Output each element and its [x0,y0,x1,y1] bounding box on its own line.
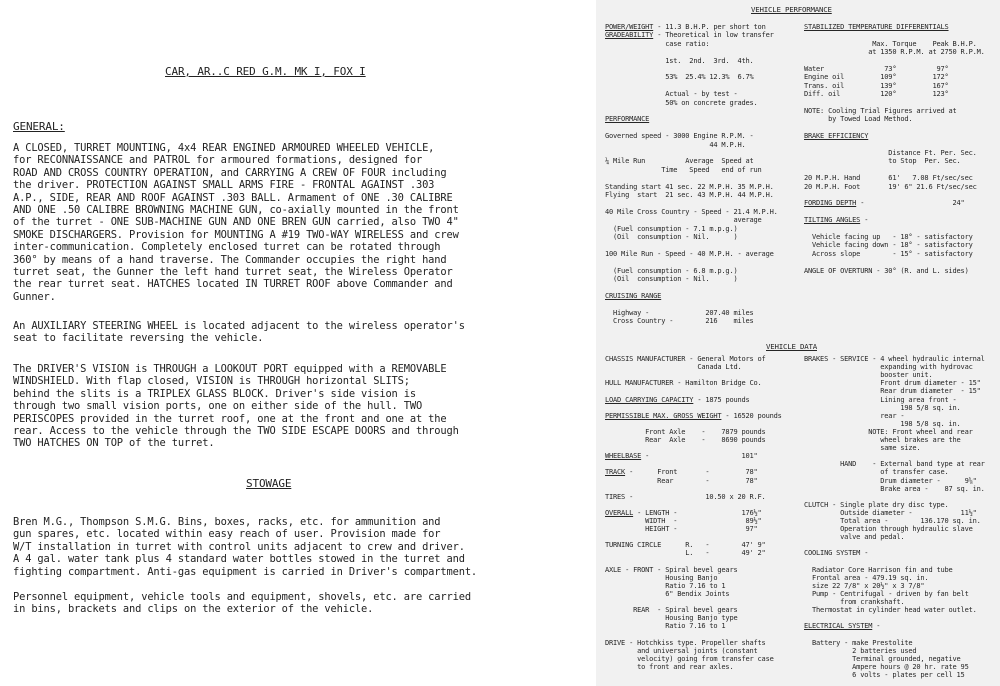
body-line: fighting compartment. Anti-gas equipment is carried in Driver's compartment. [13,565,478,578]
spec-line: 100 Mile Run - Speed - 40 M.P.H. - average [605,249,774,258]
spec-line: Rear - 78" [605,476,758,485]
spec-line: Highway - 207.40 miles [605,308,754,317]
spec-line: Flying start 21 sec. 43 M.P.H. 44 M.P.H. [605,191,774,199]
spec-line: 6" Bendix Joints [605,589,730,598]
spec-line: Pump - Centrifugal - driven by fan belt [804,589,969,598]
spec-line: case ratio: [605,39,710,48]
spec-line: Max. Torque Peak B.H.P. [804,39,977,48]
spec-line: GRADEABILITY - Theoretical in low transfer [605,31,774,40]
spec-line: PERMISSIBLE MAX. GROSS WEIGHT - 16520 pounds [605,411,782,420]
body-line: SMOKE DISCHARGERS. Provision for MOUNTING A #19 TWO-WAY WIRELESS and crew [13,228,459,241]
spec-line: COOLING SYSTEM - [804,549,869,558]
spec-line: ELECTRICAL SYSTEM - [804,622,881,631]
spec-line: (Fuel consumption - 7.1 m.p.g.) [605,224,738,233]
stowage-heading: STOWAGE [246,477,292,490]
body-line: A 4 gal. water tank plus 4 standard water bottles stowed in the turret and [13,553,465,566]
body-line: AND ONE .50 CALIBRE BROWNING MACHINE GUN, co-axially mounted in the front [13,204,459,216]
spec-line: Front Axle - 7879 pounds [605,427,766,436]
body-line: Gunner. [13,290,56,303]
body-line: gun spares, etc. located within easy reach of user. Provision made for [13,528,441,541]
body-line: through two small vision ports, one on either side of the hull. TWO [13,400,423,413]
body-line: the driver. PROTECTION AGAINST SMALL ARMS FIRE - FRONTAL AGAINST .303 [13,179,435,192]
spec-line: TRACK - Front - 78" [605,468,758,477]
spec-line: Frontal area - 479.19 sq. in. [804,573,929,582]
spec-line: BRAKE EFFICIENCY [804,132,869,141]
spec-line: Ratio 7.16 to 1 [605,622,726,631]
spec-line: at 1350 R.P.M. at 2750 R.P.M. [804,48,985,57]
spec-line: WHEELBASE - 101" [605,452,758,461]
spec-line: Thermostat in cylinder head water outlet. [804,606,977,615]
spec-line: Rear Axle - 8690 pounds [605,436,766,444]
spec-line: Distance Ft. Per. Sec. [804,149,977,157]
body-line: The DRIVER'S VISION is THROUGH a LOOKOUT PORT equipped with a REMOVABLE [13,363,447,375]
spec-line: HAND - External band type at rear [804,460,985,469]
spec-line: 198 5/8 sq. in. [804,403,961,412]
spec-line: Ratio 7.16 to 1 [605,581,726,590]
spec-line: Radiator Core Harrison fin and tube [804,565,953,574]
body-line: of the turret - ONE SUB-MACHINE GUN AND ONE BREN GUN carried, also TWO 4" [13,216,459,229]
body-line: inter-communication. Completely enclosed turret can be rotated through [13,241,441,254]
spec-line: 198 5/8 sq. in. [804,419,961,428]
right-page [596,0,1000,686]
body-line: WINDSHIELD. With flap closed, VISION is THROUGH horizontal SLITS; [13,375,410,388]
spec-line: wheel brakes are the [804,436,961,444]
spec-line: Cross Country - 216 miles [605,317,754,325]
spec-line: Vehicle facing down - 18° - satisfactory [804,241,973,250]
spec-line: TILTING ANGLES - [804,216,869,225]
spec-line: NOTE: Cooling Trial Figures arrived at [804,107,957,115]
spec-line: CLUTCH - Single plate dry disc type. [804,500,949,509]
spec-line: Actual - by test - [605,90,738,99]
body-line: 360° by means of a hand traverse. The Commander occupies the right hand [13,253,447,266]
spec-line: DRIVE - Hotchkiss type. Propeller shafts [605,638,766,647]
vehicle-data-header: VEHICLE DATA [766,342,817,351]
spec-line: Operation through hydraulic slave [804,525,973,534]
spec-line: OVERALL - LENGTH - 176½" [605,508,762,517]
page-gutter [533,0,596,686]
spec-line: Governed speed - 3000 Engine R.P.M. - [605,132,754,141]
spec-line: FORDING DEPTH - 24" [804,199,965,208]
spec-line: Outside diameter - 11½" [804,508,977,517]
spec-line: Water 73° 97° [804,65,949,73]
spec-line: Standing start 41 sec. 22 M.P.H. 35 M.P.H. [605,182,774,191]
spec-line: HULL MANUFACTURER - Hamilton Bridge Co. [605,379,762,388]
body-line: the rear turret seat. HATCHES located IN TURRET ROOF above Commander and [13,278,453,291]
spec-line: and universal joints (constant [605,646,758,655]
spec-line: Housing Banjo type [605,614,738,623]
spec-line: BRAKES - SERVICE - 4 wheel hydraulic internal [804,355,985,363]
spec-line: 50% on concrete grades. [605,98,758,107]
spec-line: 6 volts - plates per cell 15 [804,670,965,679]
body-line: rear. Access to the vehicle through the TWO SIDE ESCAPE DOORS and through [13,425,459,437]
spec-line: size 22 7/8" x 20½" x 3 7/8" [804,581,925,590]
spec-line: Trans. oil 139° 167° [804,81,949,90]
spec-line: 53% 25.4% 12.3% 6.7% [605,73,754,82]
body-line: Personnel equipment, vehicle tools and equipment, shovels, etc. are carried [13,591,471,603]
spec-line: average [605,216,762,225]
body-line: A CLOSED, TURRET MOUNTING, 4x4 REAR ENGINED ARMOURED WHEELED VEHICLE, [13,142,435,154]
spec-line: 1st. 2nd. 3rd. 4th. [605,56,754,65]
body-line: for RECONNAISSANCE and PATROL for armoured formations, designed for [13,154,423,167]
spec-line: velocity) going from transfer case [605,654,774,663]
body-line: W/T installation in turret with control units adjacent to crew and driver. [13,540,465,553]
spec-line: TIRES - 10.50 x 20 R.F. [605,492,766,501]
spec-line: to front and rear axles. [605,662,734,671]
spec-line: Engine oil 109° 172° [804,73,949,82]
spec-line: valve and pedal. [804,533,905,542]
spec-line: Total area - 136.170 sq. in. [804,517,981,525]
spec-line: TURNING CIRCLE R. - 47' 9" [605,541,766,550]
spec-line: 20 M.P.H. Foot 19' 6" 21.6 Ft/sec/sec [804,182,977,191]
spec-line: of transfer case. [804,468,949,477]
body-line: TWO HATCHES ON TOP of the turret. [13,437,215,450]
spec-line: (Fuel consumption - 6.8 m.p.g.) [605,266,738,275]
spec-line: Lining area front - [804,395,957,404]
spec-line: STABILIZED TEMPERATURE DIFFERENTIALS [804,23,949,31]
general-heading: GENERAL: [13,120,65,133]
spec-line: 20 M.P.H. Hand 61' 7.08 Ft/sec/sec [804,174,973,183]
spec-line: Housing Banjo [605,573,718,582]
spec-line: Ampere hours @ 20 hr. rate 95 [804,662,969,671]
spec-line: Time Speed end of run [605,165,762,174]
body-line: in bins, brackets and clips on the exterior of the vehicle. [13,603,374,616]
body-line: A.P., SIDE, REAR AND ROOF AGAINST .303 BALL. Armament of ONE .30 CALIBRE [13,191,453,204]
spec-line: Canada Ltd. [605,363,742,372]
spec-line: NOTE: Front wheel and rear [804,427,973,436]
spec-line: 44 M.P.H. [605,140,746,149]
spec-line: Battery - make Prestolite [804,638,913,647]
spec-line: CRUISING RANGE [605,291,662,300]
body-line: Bren M.G., Thompson S.M.G. Bins, boxes, racks, etc. for ammunition and [13,516,441,528]
body-line: turret seat, the Gunner the left hand turret seat, the Wireless Operator [13,266,453,278]
spec-line: Drum diameter - 9⅝" [804,476,977,485]
body-line: PERISCOPES provided in the turret roof, one at the front and one at the [13,412,447,425]
body-line: An AUXILIARY STEERING WHEEL is located adjacent to the wireless operator's [13,320,465,332]
spec-line: Diff. oil 120° 123° [804,90,949,99]
spec-line: from crankshaft. [804,598,905,606]
spec-line: to Stop Per. Sec. [804,157,961,166]
spec-line: rear - [804,411,905,420]
spec-line: (Oil consumption - Nil. ) [605,233,738,241]
spec-line: LOAD CARRYING CAPACITY - 1875 pounds [605,395,750,404]
spec-line: PERFORMANCE [605,115,650,124]
body-line: ROAD AND CROSS COUNTRY OPERATION, and CARRYING A CREW OF FOUR including [13,166,447,179]
spec-line: by Towed Load Method. [804,115,913,124]
spec-line: WIDTH - 89½" [605,517,762,525]
spec-line: expanding with hydrovac [804,363,973,372]
spec-line: AXLE - FRONT - Spiral bevel gears [605,565,738,574]
spec-line: booster unit. [804,371,933,380]
spec-line: REAR - Spiral bevel gears [605,606,738,615]
spec-line: same size. [804,444,921,453]
spec-line: Front drum diameter - 15" [804,379,981,388]
body-line: seat to facilitate reversing the vehicle. [13,332,264,345]
performance-header: VEHICLE PERFORMANCE [751,5,832,14]
spec-line: ¼ Mile Run Average Speed at [605,157,754,166]
spec-line: L. - 49' 2" [605,549,766,558]
spec-line: (Oil consumption - Nil. ) [605,275,738,283]
spec-line: Across slope - 15° - satisfactory [804,249,973,258]
spec-line: POWER/WEIGHT - 11.3 B.H.P. per short ton [605,23,766,31]
spec-line: Brake area - 87 sq. in. [804,484,985,493]
body-line: behind the slits is a TRIPLEX GLASS BLOCK. Driver's side vision is [13,387,416,400]
spec-line: Rear drum diameter - 15" [804,387,981,396]
spec-line: Terminal grounded, negative [804,654,961,663]
spec-line: 40 Mile Cross Country - Speed - 21.4 M.P.H. [605,207,778,216]
spec-line: HEIGHT - 97" [605,525,758,534]
spec-line: ANGLE OF OVERTURN - 30° (R. and L. sides) [804,266,969,275]
spec-line: 2 batteries used [804,646,917,655]
spec-line: Vehicle facing up - 18° - satisfactory [804,233,973,241]
spec-line: CHASSIS MANUFACTURER - General Motors of [605,355,766,363]
document-title: CAR, AR..C RED G.M. MK I, FOX I [165,65,366,78]
